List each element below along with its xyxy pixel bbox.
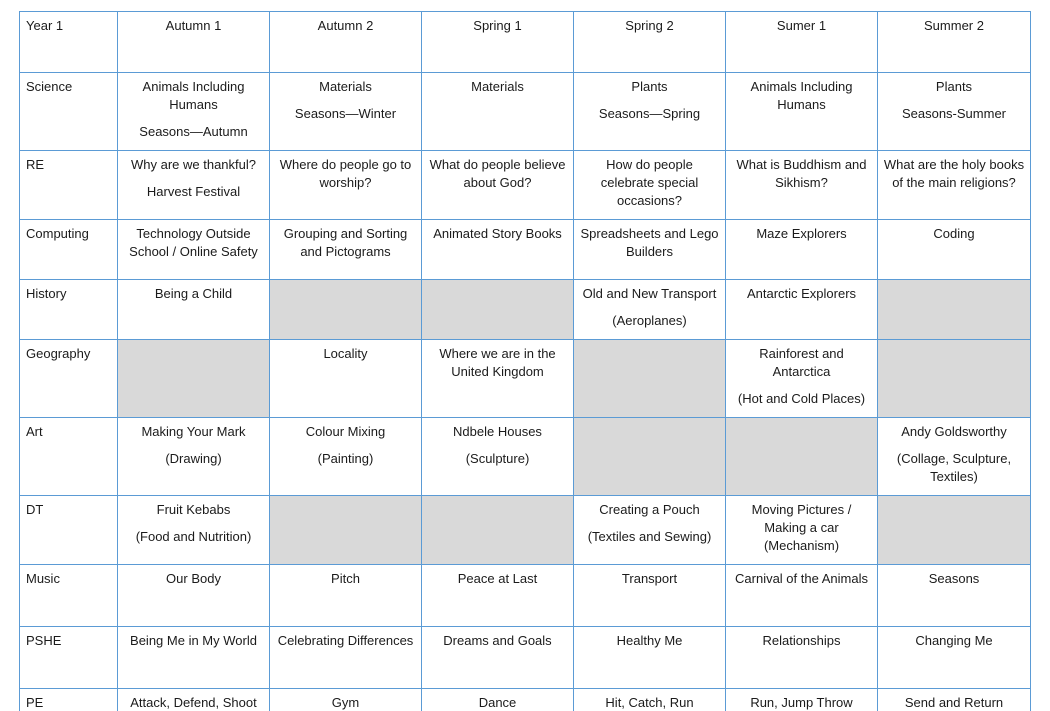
cell-paragraph: Old and New Transport bbox=[582, 286, 717, 301]
cell-paragraph: What do people believe about God? bbox=[429, 157, 566, 190]
cell-re-sumer-1 bbox=[726, 151, 878, 220]
cell-pe-sumer-1 bbox=[726, 689, 878, 711]
cell-science-sumer-1 bbox=[726, 73, 878, 151]
cell-paragraph: Being a Child bbox=[154, 286, 233, 301]
cell-paragraph: Where do people go to worship? bbox=[279, 157, 412, 190]
cell-paragraph: Antarctic Explorers bbox=[746, 286, 857, 301]
cell-paragraph: What is Buddhism and Sikhism? bbox=[736, 157, 867, 190]
cell-music-sumer-1 bbox=[726, 565, 878, 627]
cell-paragraph: Ndbele Houses bbox=[453, 424, 542, 439]
table-row-pshe bbox=[20, 627, 1031, 689]
cell-paragraph: Seasons—Spring bbox=[598, 106, 701, 121]
cell-computing-spring-2 bbox=[574, 220, 726, 280]
table-row-history bbox=[20, 280, 1031, 340]
cell-geography-autumn-1 bbox=[118, 340, 270, 418]
cell-paragraph: Seasons—Autumn bbox=[139, 124, 248, 139]
cell-paragraph: Attack, Defend, Shoot bbox=[130, 695, 257, 710]
row-label-pe: PE bbox=[20, 689, 118, 711]
table-row-re bbox=[20, 151, 1031, 220]
cell-paragraph: Dreams and Goals bbox=[443, 633, 552, 648]
cell-history-sumer-1 bbox=[726, 280, 878, 340]
cell-computing-summer-2 bbox=[878, 220, 1031, 280]
cell-computing-sumer-1 bbox=[726, 220, 878, 280]
cell-paragraph: (Food and Nutrition) bbox=[135, 529, 252, 544]
column-header-sumer-1: Sumer 1 bbox=[726, 12, 878, 73]
cell-paragraph: Fruit Kebabs bbox=[156, 502, 231, 517]
row-label-geography: Geography bbox=[20, 340, 118, 418]
cell-geography-summer-2 bbox=[878, 340, 1031, 418]
cell-re-spring-2 bbox=[574, 151, 726, 220]
cell-music-autumn-2 bbox=[270, 565, 422, 627]
cell-paragraph: Making Your Mark bbox=[141, 424, 246, 439]
cell-dt-autumn-1 bbox=[118, 496, 270, 565]
cell-music-summer-2 bbox=[878, 565, 1031, 627]
cell-paragraph: Our Body bbox=[166, 571, 221, 586]
cell-dt-summer-2 bbox=[878, 496, 1031, 565]
cell-paragraph: Relationships bbox=[762, 633, 841, 648]
table-row-music bbox=[20, 565, 1031, 627]
cell-paragraph: Changing Me bbox=[915, 633, 993, 648]
cell-dt-autumn-2 bbox=[270, 496, 422, 565]
cell-paragraph: Where we are in the United Kingdom bbox=[439, 346, 556, 379]
table-row-geography bbox=[20, 340, 1031, 418]
cell-pe-autumn-2 bbox=[270, 689, 422, 711]
column-header-autumn-1: Autumn 1 bbox=[118, 12, 270, 73]
cell-science-autumn-2 bbox=[270, 73, 422, 151]
cell-pshe-summer-2 bbox=[878, 627, 1031, 689]
row-label-history: History bbox=[20, 280, 118, 340]
cell-paragraph: Transport bbox=[621, 571, 678, 586]
row-label-music: Music bbox=[20, 565, 118, 627]
cell-history-spring-2 bbox=[574, 280, 726, 340]
cell-paragraph: Dance bbox=[478, 695, 517, 710]
curriculum-table bbox=[19, 11, 1031, 711]
cell-re-spring-1 bbox=[422, 151, 574, 220]
cell-computing-spring-1 bbox=[422, 220, 574, 280]
cell-dt-spring-1 bbox=[422, 496, 574, 565]
column-header-year-1: Year 1 bbox=[20, 12, 118, 73]
column-header-summer-2: Summer 2 bbox=[878, 12, 1031, 73]
cell-paragraph: Plants bbox=[935, 79, 973, 94]
column-header-spring-2: Spring 2 bbox=[574, 12, 726, 73]
cell-computing-autumn-2 bbox=[270, 220, 422, 280]
row-label-computing: Computing bbox=[20, 220, 118, 280]
cell-science-spring-1 bbox=[422, 73, 574, 151]
table-row-computing bbox=[20, 220, 1031, 280]
cell-paragraph: Maze Explorers bbox=[756, 226, 847, 241]
cell-pshe-spring-1 bbox=[422, 627, 574, 689]
cell-art-summer-2 bbox=[878, 418, 1031, 496]
cell-paragraph: Being Me in My World bbox=[130, 633, 257, 648]
column-header-autumn-2: Autumn 2 bbox=[270, 12, 422, 73]
cell-paragraph: Animals Including Humans bbox=[750, 79, 853, 112]
cell-paragraph: Hit, Catch, Run bbox=[605, 695, 694, 710]
cell-paragraph: Pitch bbox=[331, 571, 360, 586]
cell-science-autumn-1 bbox=[118, 73, 270, 151]
cell-history-summer-2 bbox=[878, 280, 1031, 340]
table-header-row bbox=[20, 12, 1031, 73]
cell-art-autumn-2 bbox=[270, 418, 422, 496]
table-body bbox=[20, 73, 1031, 711]
cell-history-autumn-2 bbox=[270, 280, 422, 340]
cell-history-spring-1 bbox=[422, 280, 574, 340]
cell-paragraph: Seasons—Winter bbox=[294, 106, 397, 121]
cell-science-summer-2 bbox=[878, 73, 1031, 151]
cell-art-autumn-1 bbox=[118, 418, 270, 496]
cell-paragraph: Seasons-Summer bbox=[901, 106, 1007, 121]
cell-art-spring-2 bbox=[574, 418, 726, 496]
cell-geography-spring-1 bbox=[422, 340, 574, 418]
cell-paragraph: Celebrating Differences bbox=[277, 633, 414, 648]
cell-pshe-spring-2 bbox=[574, 627, 726, 689]
cell-paragraph: Materials bbox=[319, 79, 372, 94]
cell-paragraph: Carnival of the Animals bbox=[735, 571, 868, 586]
row-label-dt: DT bbox=[20, 496, 118, 565]
cell-paragraph: Coding bbox=[933, 226, 975, 241]
cell-pe-spring-1 bbox=[422, 689, 574, 711]
cell-paragraph: Andy Goldsworthy bbox=[901, 424, 1007, 439]
cell-science-spring-2 bbox=[574, 73, 726, 151]
cell-art-spring-1 bbox=[422, 418, 574, 496]
cell-pe-autumn-1 bbox=[118, 689, 270, 711]
cell-paragraph: Colour Mixing bbox=[305, 424, 386, 439]
cell-paragraph: Materials bbox=[471, 79, 524, 94]
row-label-science: Science bbox=[20, 73, 118, 151]
cell-geography-spring-2 bbox=[574, 340, 726, 418]
cell-computing-autumn-1 bbox=[118, 220, 270, 280]
cell-paragraph: What are the holy books of the main religions? bbox=[883, 157, 1025, 190]
cell-paragraph: Gym bbox=[331, 695, 360, 710]
table-row-science bbox=[20, 73, 1031, 151]
cell-art-sumer-1 bbox=[726, 418, 878, 496]
cell-paragraph: Technology Outside School / Online Safety bbox=[129, 226, 258, 259]
cell-paragraph: Rainforest and Antarctica bbox=[759, 346, 844, 379]
cell-paragraph: (Sculpture) bbox=[465, 451, 530, 466]
cell-paragraph: (Painting) bbox=[317, 451, 374, 466]
cell-paragraph: Seasons bbox=[928, 571, 980, 586]
cell-paragraph: Creating a Pouch bbox=[599, 502, 700, 517]
cell-re-autumn-2 bbox=[270, 151, 422, 220]
cell-geography-autumn-2 bbox=[270, 340, 422, 418]
cell-paragraph: Animated Story Books bbox=[433, 226, 562, 241]
cell-paragraph: Spreadsheets and Lego Builders bbox=[580, 226, 719, 259]
cell-music-spring-2 bbox=[574, 565, 726, 627]
cell-paragraph: (Textiles and Sewing) bbox=[587, 529, 712, 544]
cell-paragraph: Send and Return bbox=[904, 695, 1004, 710]
cell-dt-spring-2 bbox=[574, 496, 726, 565]
cell-paragraph: (Aeroplanes) bbox=[612, 313, 687, 328]
row-label-pshe: PSHE bbox=[20, 627, 118, 689]
cell-re-summer-2 bbox=[878, 151, 1031, 220]
cell-paragraph: Locality bbox=[323, 346, 368, 361]
cell-paragraph: Why are we thankful? bbox=[130, 157, 256, 172]
cell-dt-sumer-1 bbox=[726, 496, 878, 565]
cell-music-spring-1 bbox=[422, 565, 574, 627]
cell-pshe-autumn-1 bbox=[118, 627, 270, 689]
cell-paragraph: Peace at Last bbox=[457, 571, 538, 586]
column-header-spring-1: Spring 1 bbox=[422, 12, 574, 73]
cell-paragraph: Harvest Festival bbox=[146, 184, 241, 199]
cell-history-autumn-1 bbox=[118, 280, 270, 340]
row-label-art: Art bbox=[20, 418, 118, 496]
cell-paragraph: (Hot and Cold Places) bbox=[737, 391, 866, 406]
table-row-art bbox=[20, 418, 1031, 496]
cell-paragraph: Grouping and Sorting and Pictograms bbox=[283, 226, 408, 259]
table-row-pe bbox=[20, 689, 1031, 711]
cell-pe-summer-2 bbox=[878, 689, 1031, 711]
cell-music-autumn-1 bbox=[118, 565, 270, 627]
cell-paragraph: Moving Pictures / Making a car (Mechanism) bbox=[751, 502, 852, 553]
cell-paragraph: How do people celebrate special occasions? bbox=[600, 157, 699, 208]
cell-geography-sumer-1 bbox=[726, 340, 878, 418]
cell-paragraph: Run, Jump Throw bbox=[750, 695, 853, 710]
cell-paragraph: (Drawing) bbox=[165, 451, 222, 466]
cell-pe-spring-2 bbox=[574, 689, 726, 711]
cell-paragraph: (Collage, Sculpture, Textiles) bbox=[896, 451, 1012, 484]
cell-paragraph: Plants bbox=[631, 79, 668, 94]
row-label-re: RE bbox=[20, 151, 118, 220]
cell-pshe-autumn-2 bbox=[270, 627, 422, 689]
cell-re-autumn-1 bbox=[118, 151, 270, 220]
cell-pshe-sumer-1 bbox=[726, 627, 878, 689]
cell-paragraph: Healthy Me bbox=[616, 633, 683, 648]
cell-paragraph: Animals Including Humans bbox=[142, 79, 245, 112]
table-row-dt bbox=[20, 496, 1031, 565]
